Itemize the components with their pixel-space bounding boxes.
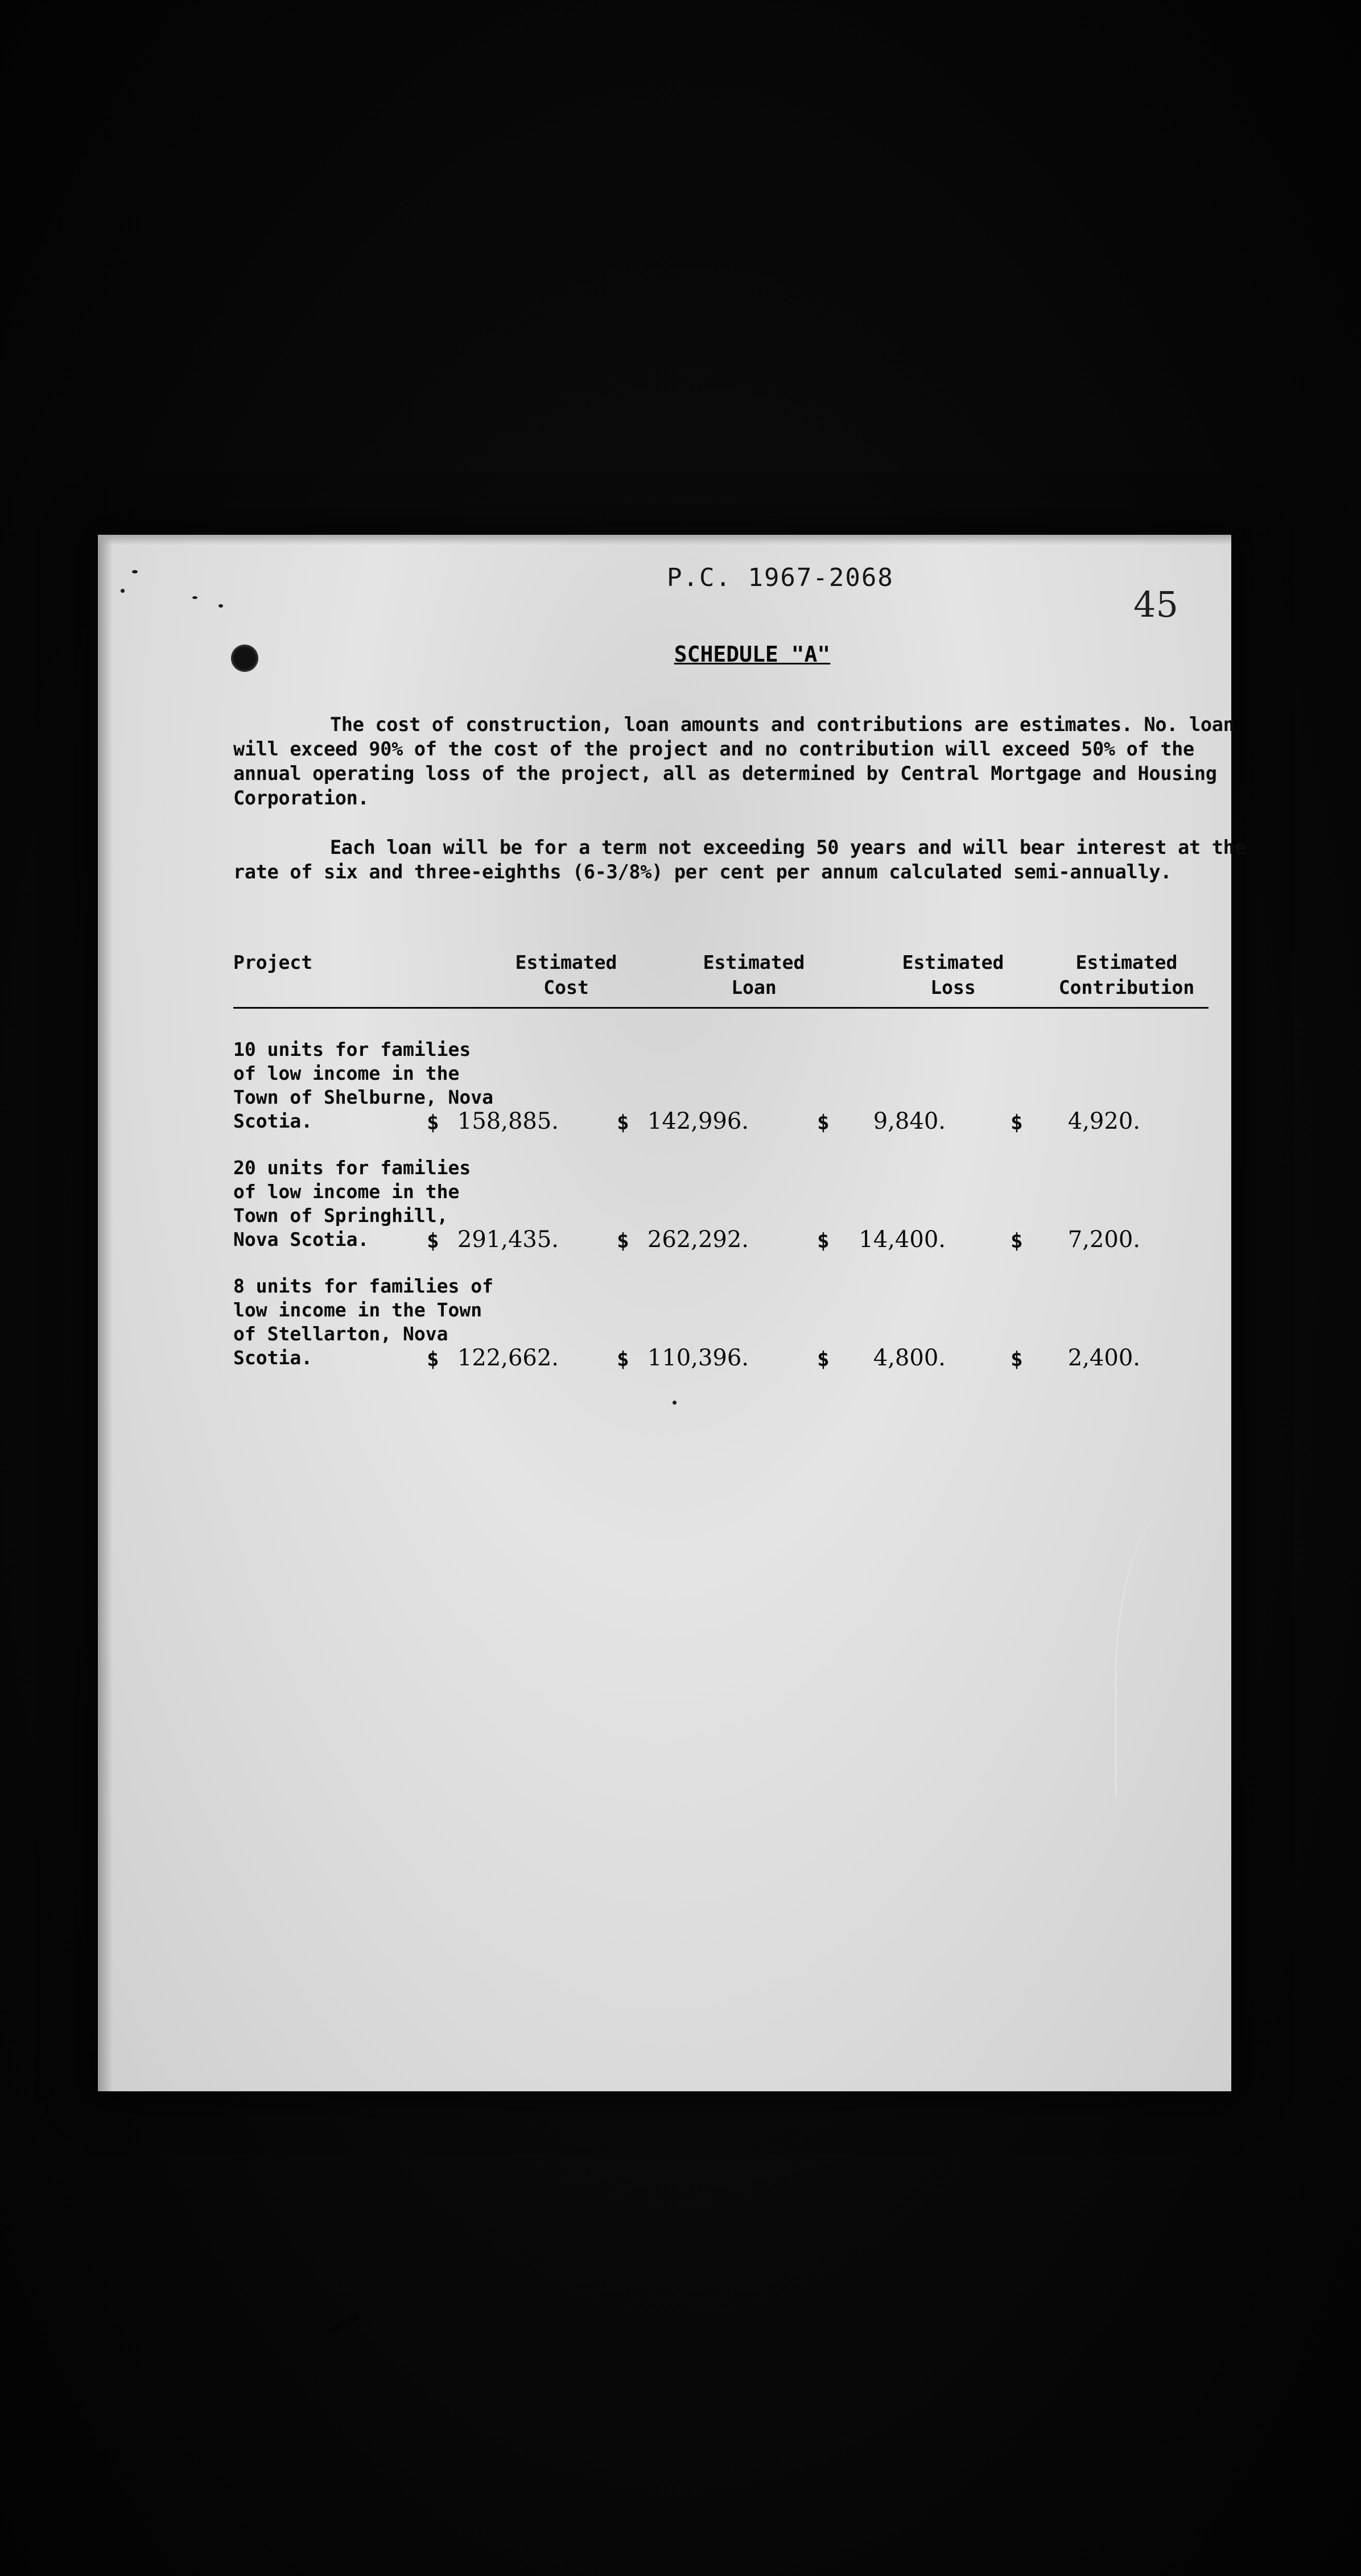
estimated-contribution-value: 2,400. xyxy=(1067,1345,1140,1371)
estimated-loss-value: 9,840. xyxy=(873,1108,946,1134)
estimated-loan-value: 110,396. xyxy=(647,1345,749,1371)
table-row xyxy=(233,1038,1209,1138)
header-rule xyxy=(233,1007,1209,1009)
project-description: 20 units for families of low income in the Town of Springhill, Nova Scotia. xyxy=(233,1157,471,1250)
estimated-contribution-value: 4,920. xyxy=(1067,1108,1140,1134)
paragraph-loan-terms: Each loan will be for a term not exceeding 50 years and will bear interest at the rate of six and three-eighths (6-3/8%) per cent per annum calculated semi-annually. xyxy=(233,836,1246,883)
estimated-loan-value: 142,996. xyxy=(647,1108,749,1134)
ink-speck xyxy=(192,596,197,599)
page-number: 45 xyxy=(1133,584,1178,625)
table-header xyxy=(233,950,1209,1008)
currency-symbol: $ xyxy=(1011,1229,1023,1253)
currency-symbol: $ xyxy=(617,1348,629,1371)
table-row xyxy=(233,1274,1209,1374)
estimated-loan-value: 262,292. xyxy=(647,1227,749,1253)
ink-speck xyxy=(132,570,138,573)
estimated-cost-value: 291,435. xyxy=(457,1227,559,1253)
order-number: P.C. 1967-2068 xyxy=(667,563,894,592)
currency-symbol: $ xyxy=(427,1348,439,1371)
currency-symbol: $ xyxy=(1011,1348,1023,1371)
header-project: Project xyxy=(233,951,313,973)
currency-symbol: $ xyxy=(427,1229,439,1253)
table-row xyxy=(233,1156,1209,1256)
estimated-cost-value: 158,885. xyxy=(457,1108,559,1134)
project-description: 10 units for families of low income in the Town of Shelburne, Nova Scotia. xyxy=(233,1038,493,1132)
ink-speck xyxy=(121,589,125,593)
punch-hole xyxy=(231,645,258,672)
header-estimated-contribution: Estimated Contribution xyxy=(1058,951,1195,998)
currency-symbol: $ xyxy=(817,1348,830,1371)
ink-speck xyxy=(673,1401,677,1405)
project-description: 8 units for families of low income in the Town of Stellarton, Nova Scotia. xyxy=(233,1275,493,1369)
ink-speck xyxy=(218,604,223,608)
header-estimated-loan: Estimated Loan xyxy=(703,951,805,998)
document-page xyxy=(98,535,1246,2091)
estimated-contribution-value: 7,200. xyxy=(1067,1227,1140,1253)
currency-symbol: $ xyxy=(817,1111,830,1134)
estimated-cost-value: 122,662. xyxy=(457,1345,559,1371)
currency-symbol: $ xyxy=(617,1229,629,1253)
currency-symbol: $ xyxy=(617,1111,629,1134)
estimated-loss-value: 4,800. xyxy=(873,1345,946,1371)
schedule-title-text: SCHEDULE "A" xyxy=(674,642,831,667)
estimated-loss-value: 14,400. xyxy=(859,1227,946,1253)
header-estimated-cost: Estimated Cost xyxy=(515,951,617,998)
currency-symbol: $ xyxy=(1011,1111,1023,1134)
header-estimated-loss: Estimated Loss xyxy=(902,951,1004,998)
currency-symbol: $ xyxy=(427,1111,439,1134)
schedule-table xyxy=(233,950,1209,1371)
currency-symbol: $ xyxy=(817,1229,830,1253)
schedule-title xyxy=(610,642,894,667)
paper-edge-shadow-top xyxy=(98,535,1231,545)
paper-edge-shadow xyxy=(98,535,113,2091)
paper-fold-line xyxy=(1115,1502,1224,1798)
paragraph-estimates: The cost of construction, loan amounts and contributions are estimates. No. loan will exceed 90% of the cost of the project and no contribution will exceed 50% of the annual operating loss of the project, all as determined by Central Mortgage and Housing Corporation. xyxy=(233,713,1235,809)
